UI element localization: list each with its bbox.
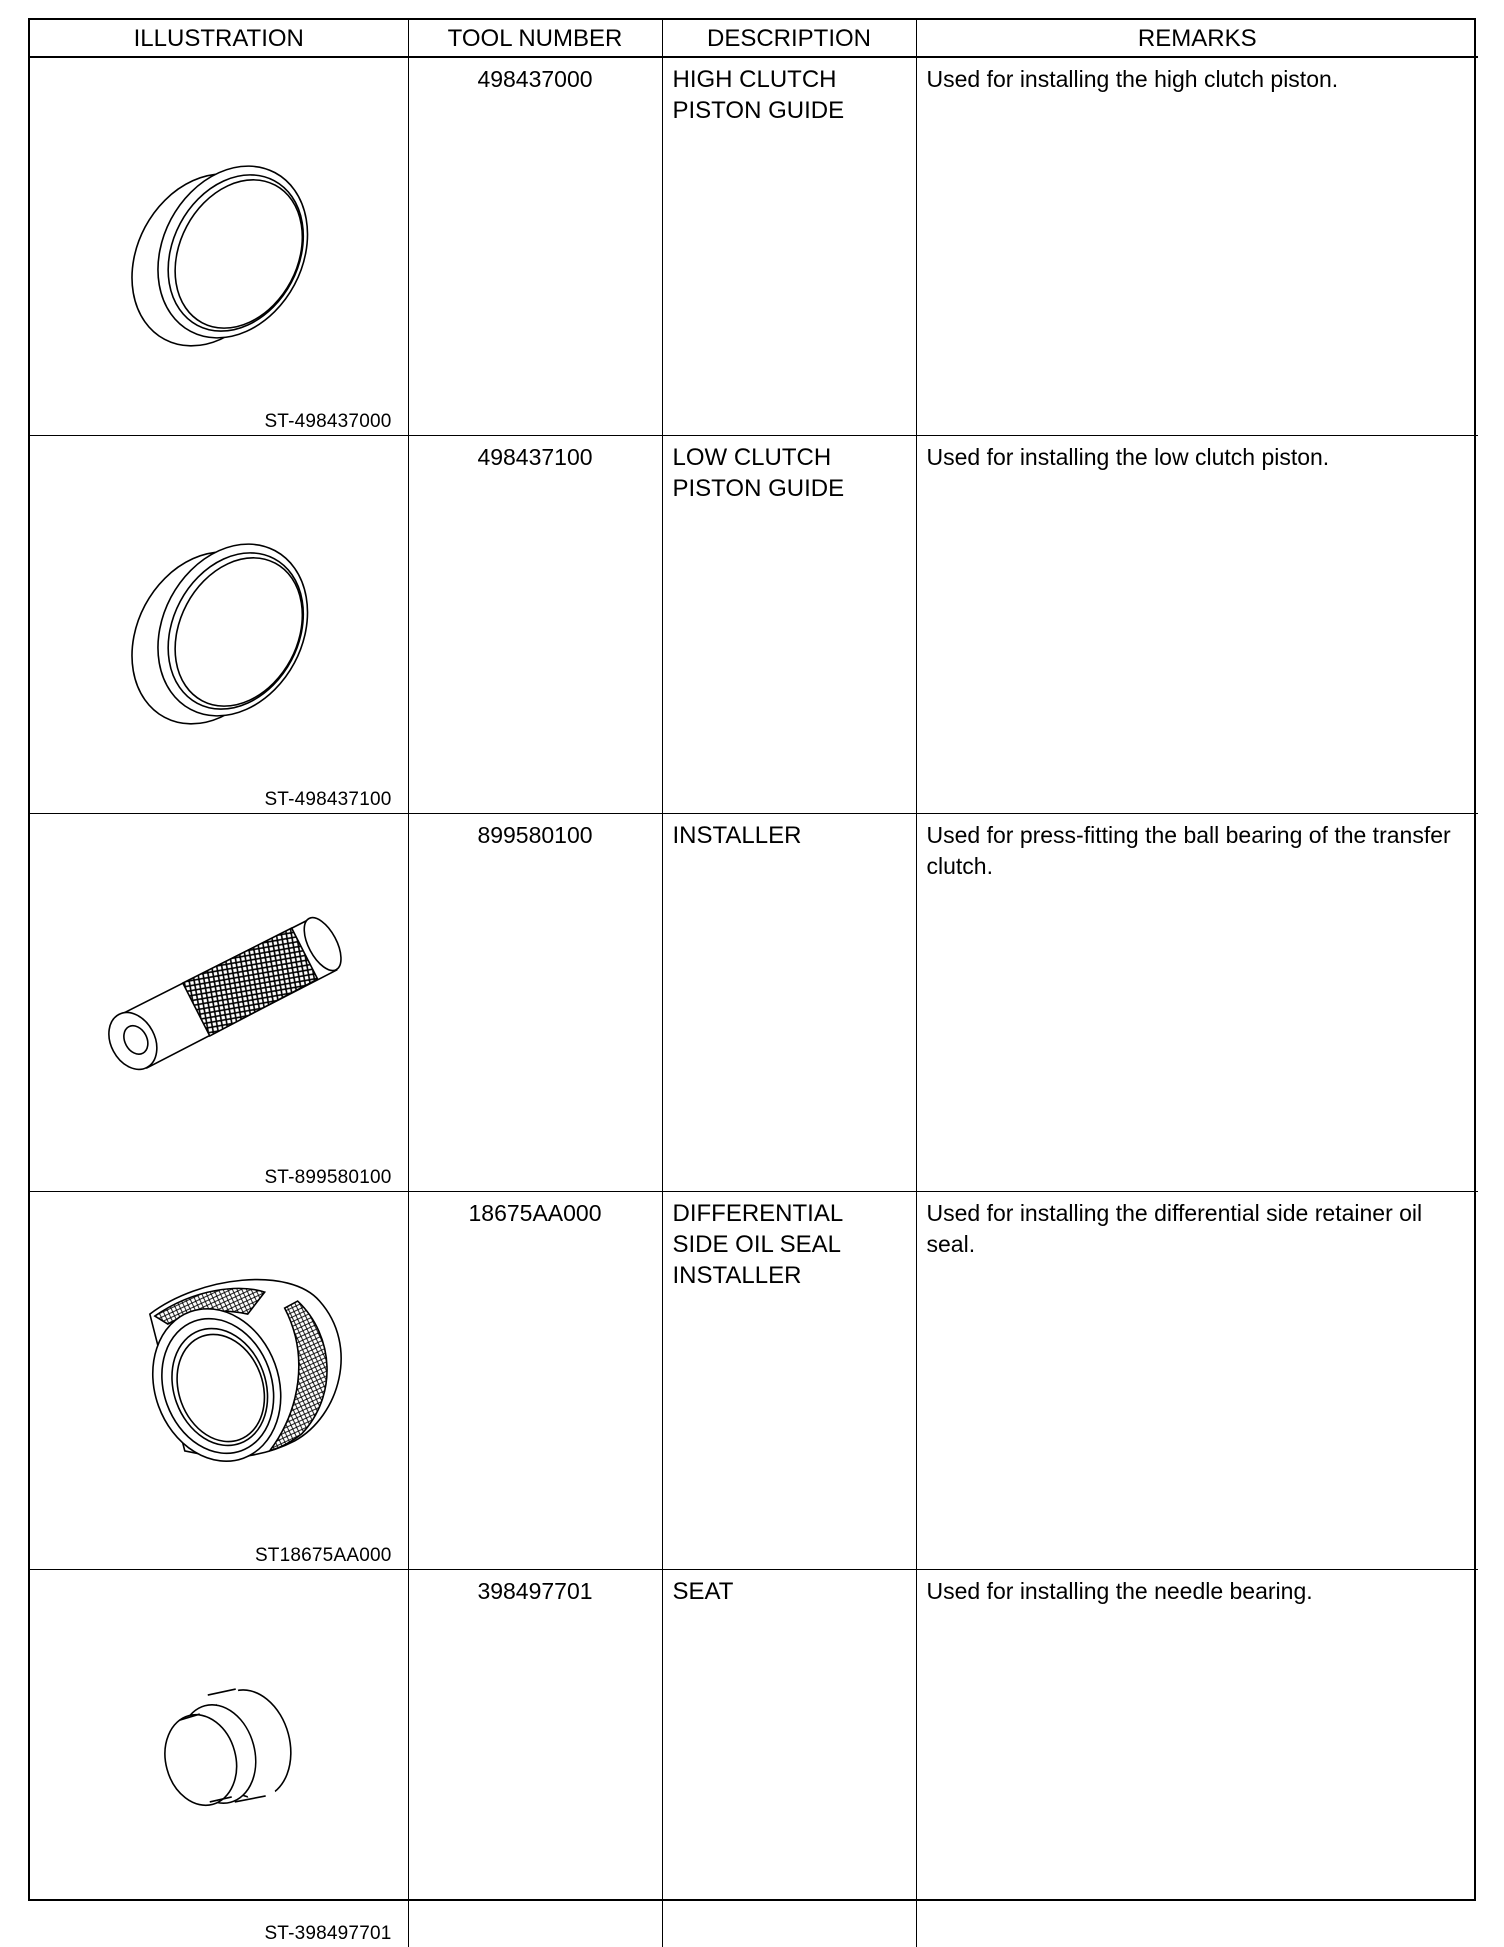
illustration-cell — [30, 814, 408, 1192]
table-header-row — [30, 20, 1478, 57]
special-tools-table — [30, 20, 1478, 1947]
table-row — [30, 436, 1478, 814]
header-tool-number: TOOL NUMBER — [408, 20, 662, 57]
table-row — [30, 57, 1478, 436]
illustration-code: ST-398497701 — [264, 1923, 391, 1945]
description — [662, 814, 916, 1192]
header-illustration: ILLUSTRATION — [30, 20, 408, 57]
illustration-cell — [30, 1192, 408, 1570]
description-line: SEAT — [673, 1576, 908, 1607]
description-line: DIFFERENTIAL — [673, 1198, 908, 1229]
illustration-cell — [30, 1570, 408, 1947]
remarks: Used for installing the differential side retainer oil seal. — [916, 1192, 1478, 1570]
ring-guide-icon — [30, 436, 408, 813]
stepped-seat-icon — [30, 1570, 408, 1947]
header-description: DESCRIPTION — [662, 20, 916, 57]
description-line: SIDE OIL SEAL — [673, 1229, 908, 1260]
illustration-code: ST-498437100 — [264, 789, 391, 811]
tool-number: 899580100 — [408, 814, 662, 1192]
special-tools-sheet — [28, 18, 1476, 1901]
illustration-code: ST18675AA000 — [255, 1545, 392, 1567]
table-row — [30, 1570, 1478, 1947]
oil-seal-installer-icon — [30, 1192, 408, 1569]
tool-number: 498437100 — [408, 436, 662, 814]
description-line: INSTALLER — [673, 820, 908, 851]
remarks: Used for press-fitting the ball bearing of the transfer clutch. — [916, 814, 1478, 1192]
description-line: INSTALLER — [673, 1260, 908, 1291]
remarks: Used for installing the needle bearing. — [916, 1570, 1478, 1947]
remarks: Used for installing the high clutch piston. — [916, 57, 1478, 436]
header-remarks: REMARKS — [916, 20, 1478, 57]
description-line: LOW CLUTCH — [673, 442, 908, 473]
tool-number: 18675AA000 — [408, 1192, 662, 1570]
illustration-cell — [30, 57, 408, 436]
illustration-code: ST-498437000 — [264, 411, 391, 433]
description-line: PISTON GUIDE — [673, 473, 908, 504]
description — [662, 1192, 916, 1570]
tool-number: 498437000 — [408, 57, 662, 436]
description — [662, 436, 916, 814]
tool-number: 398497701 — [408, 1570, 662, 1947]
knurled-installer-icon — [30, 814, 408, 1191]
description — [662, 1570, 916, 1947]
description-line: HIGH CLUTCH — [673, 64, 908, 95]
description-line: PISTON GUIDE — [673, 95, 908, 126]
description — [662, 57, 916, 436]
illustration-code: ST-899580100 — [264, 1167, 391, 1189]
table-row — [30, 814, 1478, 1192]
illustration-cell — [30, 436, 408, 814]
remarks: Used for installing the low clutch piston. — [916, 436, 1478, 814]
ring-guide-icon — [30, 58, 408, 435]
table-row — [30, 1192, 1478, 1570]
